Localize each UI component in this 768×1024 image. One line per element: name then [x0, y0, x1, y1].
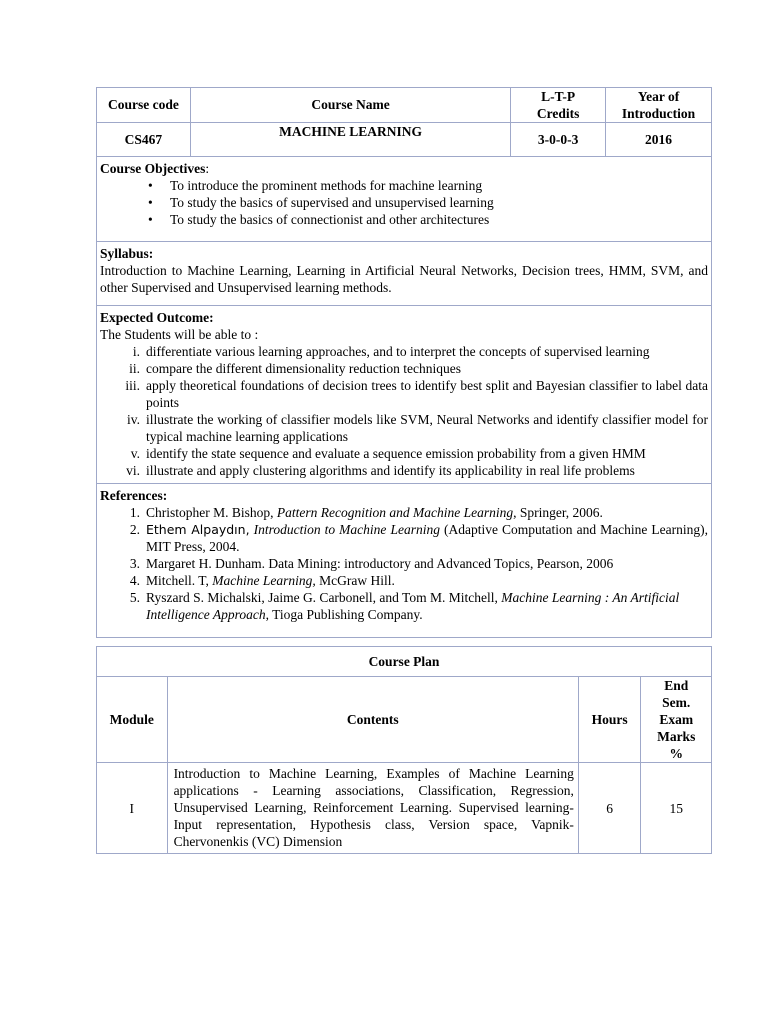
outcome-list: [100, 343, 708, 479]
ref-author: Mitchell. T,: [146, 573, 213, 588]
list-item: [100, 343, 708, 360]
year-line2: Introduction: [621, 106, 696, 121]
marks-line: End: [664, 678, 689, 693]
outcome-section: [97, 306, 712, 484]
list-item: [100, 377, 708, 411]
course-plan-title: Course Plan: [97, 647, 712, 677]
col-module: Module: [97, 677, 168, 763]
col-course-code: Course code: [97, 88, 191, 123]
item-number: 3.: [129, 556, 140, 571]
module-cell: I: [97, 763, 168, 854]
item-text: identify the state sequence and evaluate a sequence emission probability from a given HMM: [146, 446, 646, 461]
ref-title: Pattern Recognition and Machine Learning: [276, 505, 514, 520]
col-ltp-credits: [511, 88, 606, 123]
course-name-value: MACHINE LEARNING: [190, 123, 510, 157]
year-line1: Year of: [637, 89, 680, 104]
item-text: differentiate various learning approaches, and to interpret the concepts of supervised learning: [146, 344, 650, 359]
references-title: References:: [100, 488, 168, 503]
item-number: vi.: [126, 463, 140, 478]
ref-title: Introduction to Machine Learning: [249, 522, 440, 537]
hours-cell: 6: [578, 763, 641, 854]
ref-publisher: (Adaptive Computation and Machine Learning), MIT Press, 2004.: [146, 522, 708, 554]
list-item: • To study the basics of supervised and unsupervised learning: [146, 194, 708, 211]
item-text: compare the different dimensionality reduction techniques: [146, 361, 462, 376]
item-number: iv.: [127, 412, 140, 427]
list-item: [100, 360, 708, 377]
ref-title: Machine Learning : An Artificial Intelligence Approach: [146, 590, 680, 622]
course-plan-table: [96, 646, 712, 854]
item-text: apply theoretical foundations of decision trees to identify best split and Bayesian classifier to label data points: [146, 378, 708, 410]
item-number: 4.: [129, 573, 140, 588]
list-item: [100, 445, 708, 462]
item-number: 5.: [129, 590, 140, 605]
item-number: 2.: [129, 522, 140, 537]
objectives-list: [100, 177, 708, 228]
item-number: 1.: [129, 505, 140, 520]
item-text: [146, 589, 708, 623]
ref-publisher: , Springer, 2006.: [513, 505, 603, 520]
col-marks: [641, 677, 712, 763]
list-item: [100, 462, 708, 479]
outcome-intro: The Students will be able to :: [100, 327, 259, 342]
marks-line: Marks: [657, 729, 696, 744]
ltp-line2: Credits: [536, 106, 580, 121]
col-year-intro: [606, 88, 712, 123]
syllabus-section: [97, 242, 712, 306]
item-text: illustrate and apply clustering algorithms and identify its applicability in real life problems: [146, 463, 635, 478]
objectives-colon: :: [205, 161, 210, 176]
list-item: • To study the basics of connectionist and other architectures: [146, 211, 708, 228]
item-text: illustrate the working of classifier models like SVM, Neural Networks and identify classifier model for typical machine learning applications: [146, 412, 708, 444]
marks-cell: 15: [641, 763, 712, 854]
marks-line: Sem.: [662, 695, 691, 710]
list-item: [100, 555, 708, 572]
list-item: [100, 521, 708, 555]
ref-author: Ryszard S. Michalski, Jaime G. Carbonell, and Tom M. Mitchell,: [146, 590, 502, 605]
course-code-value: CS467: [97, 123, 191, 157]
references-list: [100, 504, 708, 623]
course-details-table: [96, 156, 712, 638]
item-text: [146, 555, 708, 572]
objectives-title: Course Objectives: [100, 161, 206, 176]
ltp-line1: L-T-P: [541, 89, 576, 104]
ltp-value: 3-0-0-3: [511, 123, 606, 157]
objectives-section: [97, 157, 712, 242]
item-number: iii.: [125, 378, 140, 393]
col-course-name: Course Name: [190, 88, 510, 123]
list-item: [100, 572, 708, 589]
year-value: 2016: [606, 123, 712, 157]
course-header-table: [96, 87, 712, 157]
syllabus-title: Syllabus:: [100, 246, 154, 261]
item-number: ii.: [129, 361, 140, 376]
references-section: [97, 484, 712, 638]
ref-author: Christopher M. Bishop,: [146, 505, 277, 520]
item-text: [146, 572, 708, 589]
contents-cell: Introduction to Machine Learning, Examples of Machine Learning applications - Learning associations, Classification, Regression, Unsupervised Learning, Reinforcement Learning. Supervised learning- Input representation, Hypothesis class, Version space, Vapnik-Chervonenkis (VC) Dimension: [167, 763, 578, 854]
outcome-title: Expected Outcome:: [100, 310, 214, 325]
item-text: [146, 504, 708, 521]
table-row: [97, 763, 712, 854]
list-item: [100, 589, 708, 623]
list-item: [100, 411, 708, 445]
marks-line: %: [669, 746, 683, 761]
ref-publisher: , Tioga Publishing Company.: [265, 607, 423, 622]
item-number: v.: [130, 446, 140, 461]
ref-publisher: McGraw Hill.: [315, 573, 395, 588]
syllabus-text: Introduction to Machine Learning, Learning in Artificial Neural Networks, Decision trees, HMM, SVM, and other Supervised and Unsupervised learning methods.: [100, 263, 708, 295]
item-text: [146, 521, 708, 555]
col-hours: Hours: [578, 677, 641, 763]
item-number: i.: [132, 344, 140, 359]
list-item: • To introduce the prominent methods for machine learning: [146, 177, 708, 194]
ref-full: Margaret H. Dunham. Data Mining: introductory and Advanced Topics, Pearson, 2006: [146, 556, 614, 571]
course-document: [96, 87, 712, 854]
ref-author: Ethem Alpaydın,: [146, 522, 250, 537]
list-item: [100, 504, 708, 521]
ref-title: Machine Learning,: [212, 573, 316, 588]
marks-line: Exam: [659, 712, 694, 727]
col-contents: Contents: [167, 677, 578, 763]
